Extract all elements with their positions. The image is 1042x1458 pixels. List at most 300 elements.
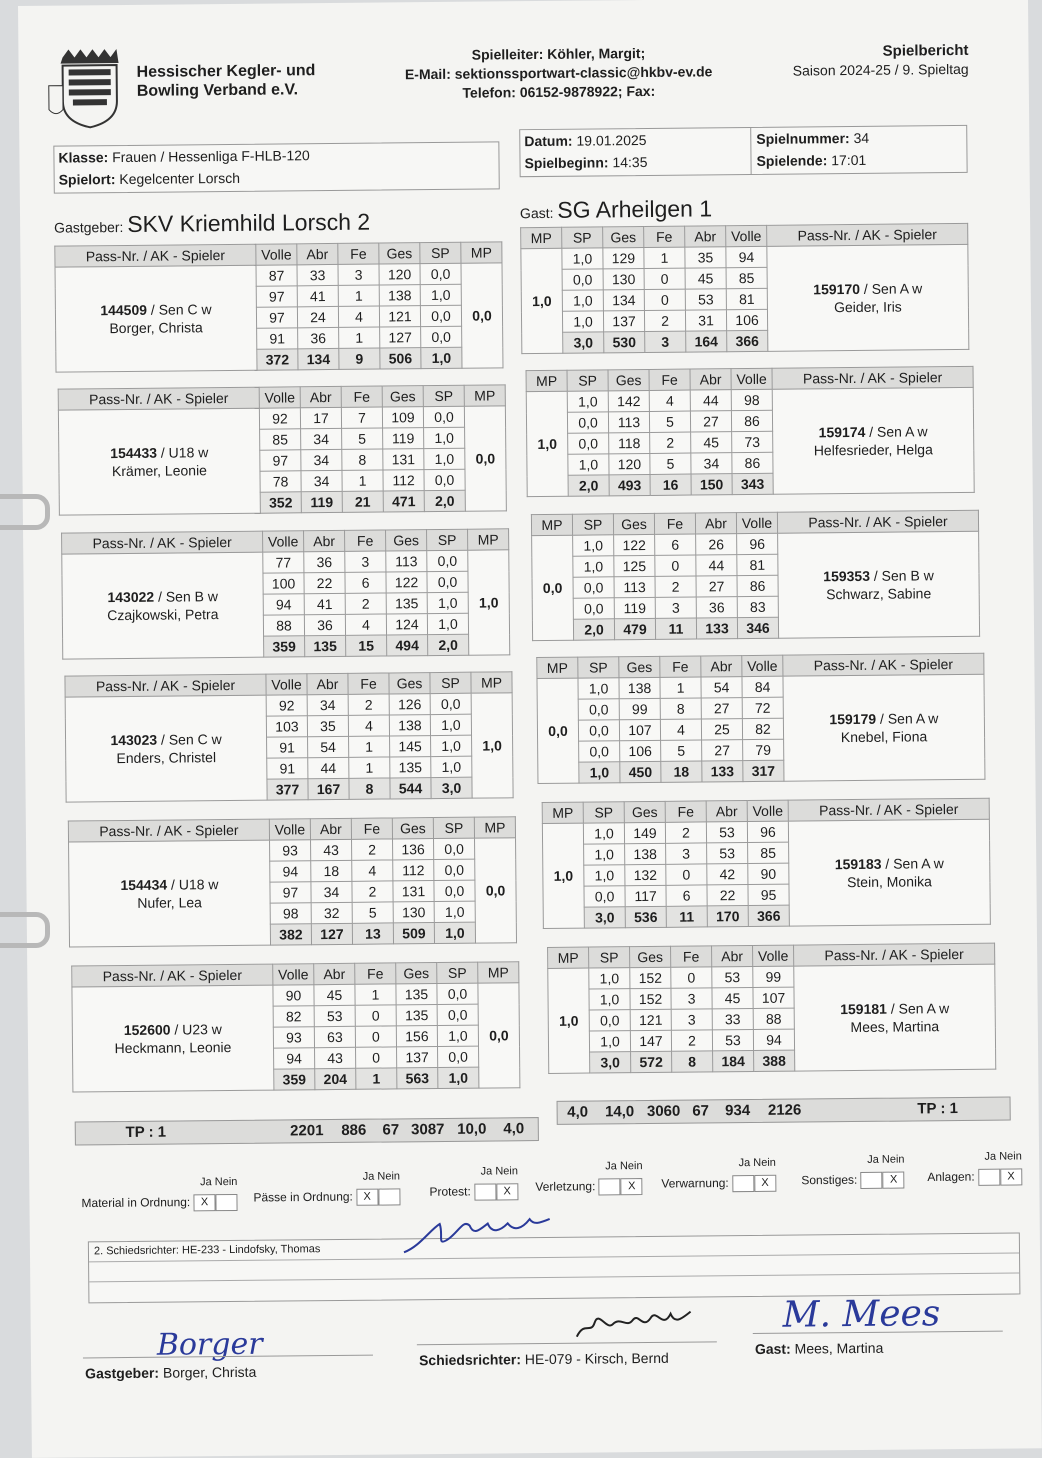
value-cell: 1,0 bbox=[567, 391, 608, 412]
value-cell: 135 bbox=[386, 593, 427, 614]
value-cell: 131 bbox=[393, 881, 434, 902]
value-cell: 54 bbox=[701, 677, 742, 698]
check-label: Anlagen: bbox=[927, 1169, 975, 1184]
value-cell: 36 bbox=[304, 551, 345, 572]
sum-value: 563 bbox=[397, 1068, 438, 1089]
nein-label: Nein bbox=[214, 1175, 238, 1189]
sum-value: 2,0 bbox=[573, 619, 614, 640]
ja-nein-header bbox=[363, 1170, 400, 1182]
value-cell: 1,0 bbox=[589, 968, 630, 989]
value-cell: 0,0 bbox=[420, 263, 461, 284]
guest-team-heading bbox=[520, 195, 712, 224]
value-cell: 4 bbox=[348, 715, 389, 736]
check-item bbox=[927, 1150, 1022, 1186]
match-point-cell: 1,0 bbox=[521, 248, 563, 353]
ja-checkbox[interactable] bbox=[978, 1169, 1000, 1186]
value-cell: 107 bbox=[753, 987, 794, 1008]
ja-nein-header bbox=[605, 1160, 642, 1172]
value-cell: 93 bbox=[270, 840, 311, 861]
column-header: Fe bbox=[649, 369, 690, 390]
home-signature-text: Borger bbox=[156, 1326, 263, 1363]
nein-checkbox[interactable]: X bbox=[754, 1175, 776, 1192]
value-cell: 0,0 bbox=[568, 433, 609, 454]
home-total-fe: 67 bbox=[382, 1121, 400, 1139]
contact-info bbox=[378, 43, 739, 103]
column-header: Abr bbox=[310, 818, 351, 839]
column-header: Pass-Nr. / AK - Spieler bbox=[62, 531, 263, 554]
value-cell: 7 bbox=[341, 407, 382, 428]
home-total-sp: 10,0 bbox=[457, 1120, 487, 1138]
column-header: SP bbox=[427, 529, 468, 550]
value-cell: 0,0 bbox=[438, 1046, 479, 1067]
sum-value: 317 bbox=[743, 760, 784, 781]
value-cell: 0,0 bbox=[578, 720, 619, 741]
pass-number: 154434 bbox=[120, 876, 168, 894]
value-cell: 34 bbox=[307, 694, 348, 715]
value-cell: 97 bbox=[256, 307, 297, 328]
player-cell bbox=[55, 265, 257, 372]
value-cell: 44 bbox=[690, 390, 731, 411]
value-cell: 86 bbox=[737, 575, 778, 596]
column-header: MP bbox=[537, 657, 578, 678]
value-cell: 137 bbox=[603, 311, 644, 332]
sum-value: 2,0 bbox=[568, 475, 609, 496]
ja-checkbox[interactable] bbox=[474, 1183, 496, 1200]
value-cell: 145 bbox=[390, 736, 431, 757]
datum-value: 19.01.2025 bbox=[576, 131, 647, 149]
klasse-label: Klasse: bbox=[58, 149, 109, 166]
column-header: Abr bbox=[300, 386, 341, 407]
sum-value: 150 bbox=[691, 474, 732, 495]
value-cell: 1,0 bbox=[431, 735, 472, 756]
player-cell bbox=[58, 408, 260, 515]
value-cell: 5 bbox=[352, 902, 393, 923]
value-cell: 136 bbox=[393, 839, 434, 860]
ja-checkbox[interactable] bbox=[732, 1175, 754, 1192]
nein-checkbox[interactable]: X bbox=[621, 1178, 643, 1195]
player-name: Borger, Christa bbox=[109, 319, 203, 337]
remarks-line1: 2. Schiedsrichter: HE-233 - Lindofsky, Thomas bbox=[89, 1233, 1019, 1262]
telefon: Telefon: 06152-9878922; Fax: bbox=[462, 82, 656, 101]
value-cell: 0,0 bbox=[434, 880, 475, 901]
spielnummer-label: Spielnummer: bbox=[756, 130, 850, 147]
nein-checkbox[interactable]: X bbox=[883, 1172, 905, 1189]
table-row bbox=[537, 674, 984, 699]
value-cell: 127 bbox=[380, 327, 421, 348]
value-cell: 4 bbox=[660, 719, 701, 740]
email: E-Mail: sektionssportwart-classic@hkbv-ev.de bbox=[404, 63, 713, 83]
column-header: SP bbox=[430, 672, 471, 693]
nein-checkbox[interactable]: X bbox=[1000, 1168, 1022, 1185]
player-name: Enders, Christel bbox=[116, 749, 217, 767]
sum-value: 352 bbox=[260, 492, 301, 513]
ja-checkbox[interactable]: X bbox=[356, 1189, 378, 1206]
value-cell: 1,0 bbox=[568, 454, 609, 475]
value-cell: 26 bbox=[696, 534, 737, 555]
column-header: Pass-Nr. / AK - Spieler bbox=[767, 223, 968, 246]
match-point-cell: 1,0 bbox=[471, 693, 513, 798]
value-cell: 24 bbox=[297, 306, 338, 327]
value-cell: 1 bbox=[342, 470, 383, 491]
player-id-line bbox=[66, 730, 266, 750]
value-cell: 8 bbox=[660, 698, 701, 719]
value-cell: 90 bbox=[748, 863, 789, 884]
column-header: Volle bbox=[273, 964, 314, 985]
pass-number: 143022 bbox=[107, 588, 155, 606]
spielort-value: Kegelcenter Lorsch bbox=[119, 169, 241, 188]
home-player-table bbox=[61, 528, 510, 659]
value-cell: 132 bbox=[625, 864, 666, 885]
ja-nein-header bbox=[200, 1176, 237, 1188]
value-cell: 1 bbox=[349, 757, 390, 778]
sum-value: 506 bbox=[380, 348, 421, 369]
player-id-line bbox=[795, 999, 995, 1019]
player-name: Heckmann, Leonie bbox=[114, 1039, 232, 1057]
column-header: MP bbox=[474, 817, 515, 838]
home-label: Gastgeber: bbox=[54, 218, 124, 236]
value-cell: 0 bbox=[671, 967, 712, 988]
sum-value: 2,0 bbox=[428, 634, 469, 655]
value-cell: 44 bbox=[308, 757, 349, 778]
value-cell: 54 bbox=[308, 736, 349, 757]
column-header: Fe bbox=[338, 243, 379, 264]
column-header: SP bbox=[572, 514, 613, 535]
match-point-cell: 0,0 bbox=[532, 535, 574, 640]
value-cell: 0,0 bbox=[434, 838, 475, 859]
value-cell: 34 bbox=[301, 470, 342, 491]
value-cell: 45 bbox=[691, 432, 732, 453]
value-cell: 34 bbox=[301, 428, 342, 449]
home-total-abr: 886 bbox=[341, 1121, 367, 1139]
column-header: Fe bbox=[671, 946, 712, 967]
column-header: Fe bbox=[660, 656, 701, 677]
pass-number: 159170 bbox=[813, 280, 861, 298]
guest-signer-label: Gast: bbox=[754, 1340, 791, 1357]
column-header: Pass-Nr. / AK - Spieler bbox=[783, 653, 984, 676]
value-cell: 34 bbox=[301, 449, 342, 470]
column-header: Abr bbox=[314, 963, 355, 984]
value-cell: 107 bbox=[619, 719, 660, 740]
value-cell: 1,0 bbox=[437, 1025, 478, 1046]
sum-value: 366 bbox=[748, 905, 789, 926]
value-cell: 119 bbox=[614, 597, 655, 618]
check-label: Verletzung: bbox=[535, 1179, 596, 1194]
sum-value: 1,0 bbox=[434, 922, 475, 943]
ja-checkbox[interactable]: X bbox=[193, 1194, 215, 1211]
player-id-line bbox=[69, 875, 269, 895]
value-cell: 85 bbox=[726, 267, 767, 288]
nein-checkbox[interactable] bbox=[378, 1188, 400, 1205]
sum-value: 184 bbox=[713, 1050, 754, 1071]
column-header: SP bbox=[420, 242, 461, 263]
value-cell: 94 bbox=[263, 594, 304, 615]
guest-signature-text: M. Mees bbox=[782, 1293, 941, 1336]
sum-value: 135 bbox=[305, 635, 346, 656]
value-cell: 152 bbox=[630, 967, 671, 988]
sum-value: 544 bbox=[390, 778, 431, 799]
value-cell: 99 bbox=[753, 966, 794, 987]
column-header: SP bbox=[562, 227, 603, 248]
sum-value: 1,0 bbox=[579, 762, 620, 783]
home-total-mp: 4,0 bbox=[503, 1120, 525, 1138]
sum-value: 479 bbox=[614, 618, 655, 639]
value-cell: 130 bbox=[393, 902, 434, 923]
player-cell bbox=[788, 819, 990, 926]
column-header: Abr bbox=[685, 226, 726, 247]
guest-totals bbox=[557, 1097, 1011, 1125]
guest-total-volle: 2126 bbox=[767, 1101, 802, 1119]
value-cell: 87 bbox=[256, 265, 297, 286]
home-player-table bbox=[71, 961, 520, 1092]
value-cell: 122 bbox=[614, 534, 655, 555]
nein-checkbox[interactable] bbox=[215, 1194, 237, 1211]
guest-signer-name: Mees, Martina bbox=[794, 1339, 884, 1357]
value-cell: 112 bbox=[383, 470, 424, 491]
column-header: Ges bbox=[386, 530, 427, 551]
ja-nein-header bbox=[739, 1157, 776, 1169]
player-cell bbox=[783, 674, 985, 781]
value-cell: 131 bbox=[383, 449, 424, 470]
match-point-cell: 1,0 bbox=[542, 823, 584, 928]
column-header: Volle bbox=[269, 819, 310, 840]
nein-checkbox[interactable]: X bbox=[496, 1183, 518, 1200]
column-header: Fe bbox=[654, 513, 695, 534]
sum-value: 2,0 bbox=[424, 490, 465, 511]
value-cell: 0 bbox=[666, 864, 707, 885]
datum-label: Datum: bbox=[524, 132, 573, 150]
value-cell: 1 bbox=[349, 736, 390, 757]
value-cell: 0,0 bbox=[420, 305, 461, 326]
value-cell: 42 bbox=[707, 864, 748, 885]
value-cell: 0,0 bbox=[423, 406, 464, 427]
player-name: Czajkowski, Petra bbox=[107, 606, 219, 624]
value-cell: 6 bbox=[666, 885, 707, 906]
value-cell: 1,0 bbox=[562, 248, 603, 269]
value-cell: 43 bbox=[315, 1047, 356, 1068]
table-row bbox=[542, 819, 989, 844]
date-time-box bbox=[519, 125, 967, 177]
value-cell: 0,0 bbox=[427, 550, 468, 571]
value-cell: 5 bbox=[649, 411, 690, 432]
value-cell: 4 bbox=[649, 390, 690, 411]
value-cell: 1,0 bbox=[578, 678, 619, 699]
column-header: Volle bbox=[753, 945, 794, 966]
age-class: / Sen C w bbox=[157, 731, 222, 748]
spielbeginn-label: Spielbeginn: bbox=[524, 154, 609, 172]
guest-player-table bbox=[547, 943, 996, 1074]
value-cell: 1,0 bbox=[573, 556, 614, 577]
value-cell: 1,0 bbox=[562, 311, 603, 332]
value-cell: 3 bbox=[345, 551, 386, 572]
sum-value: 8 bbox=[349, 778, 390, 799]
value-cell: 25 bbox=[701, 719, 742, 740]
column-header: Volle bbox=[263, 531, 304, 552]
value-cell: 3 bbox=[338, 264, 379, 285]
column-header: Ges bbox=[613, 513, 654, 534]
season: Saison 2024-25 / 9. Spieltag bbox=[792, 60, 969, 79]
column-header: Fe bbox=[345, 530, 386, 551]
column-header: MP bbox=[478, 962, 519, 983]
value-cell: 113 bbox=[608, 411, 649, 432]
sum-value: 509 bbox=[393, 923, 434, 944]
player-id-line bbox=[56, 300, 256, 320]
column-header: Volle bbox=[747, 800, 788, 821]
value-cell: 97 bbox=[256, 286, 297, 307]
value-cell: 1 bbox=[338, 285, 379, 306]
sum-value: 530 bbox=[604, 331, 645, 352]
sum-value: 133 bbox=[696, 618, 737, 639]
guest-total-abr: 934 bbox=[725, 1102, 751, 1120]
value-cell: 91 bbox=[267, 758, 308, 779]
column-header: Volle bbox=[742, 655, 783, 676]
sum-value: 11 bbox=[655, 618, 696, 639]
value-cell: 88 bbox=[753, 1008, 794, 1029]
value-cell: 149 bbox=[624, 822, 665, 843]
sum-value: 164 bbox=[686, 331, 727, 352]
value-cell: 0,0 bbox=[424, 469, 465, 490]
value-cell: 53 bbox=[712, 966, 753, 987]
sum-value: 471 bbox=[383, 491, 424, 512]
ja-label: Ja bbox=[605, 1160, 617, 1173]
value-cell: 45 bbox=[685, 268, 726, 289]
column-header: Fe bbox=[355, 963, 396, 984]
value-cell: 85 bbox=[260, 429, 301, 450]
column-header: Abr bbox=[690, 369, 731, 390]
sum-value: 343 bbox=[732, 473, 773, 494]
value-cell: 0,0 bbox=[437, 1004, 478, 1025]
value-cell: 1,0 bbox=[584, 844, 625, 865]
age-class: / U23 w bbox=[170, 1021, 222, 1038]
sum-value: 3,0 bbox=[590, 1052, 631, 1073]
value-cell: 135 bbox=[396, 1005, 437, 1026]
guest-signer bbox=[755, 1340, 884, 1357]
sum-value: 134 bbox=[298, 348, 339, 369]
pass-number: 152600 bbox=[123, 1021, 171, 1039]
value-cell: 72 bbox=[742, 697, 783, 718]
value-cell: 119 bbox=[383, 428, 424, 449]
match-point-cell: 1,0 bbox=[526, 391, 568, 496]
player-cell bbox=[794, 964, 996, 1071]
value-cell: 138 bbox=[379, 285, 420, 306]
column-header: Volle bbox=[726, 225, 767, 246]
value-cell: 53 bbox=[314, 1005, 355, 1026]
match-point-cell: 0,0 bbox=[464, 406, 506, 511]
value-cell: 100 bbox=[263, 573, 304, 594]
value-cell: 92 bbox=[266, 695, 307, 716]
value-cell: 90 bbox=[273, 985, 314, 1006]
column-header: MP bbox=[548, 947, 589, 968]
player-id-line bbox=[773, 422, 973, 442]
player-id-line bbox=[789, 854, 989, 874]
value-cell: 1,0 bbox=[431, 756, 472, 777]
check-item bbox=[801, 1153, 905, 1190]
value-cell: 130 bbox=[603, 269, 644, 290]
player-id-line bbox=[784, 709, 984, 729]
player-name: Stein, Monika bbox=[846, 873, 932, 891]
column-header: Abr bbox=[712, 945, 753, 966]
value-cell: 96 bbox=[747, 821, 788, 842]
sum-value: 170 bbox=[707, 906, 748, 927]
value-cell: 147 bbox=[630, 1030, 671, 1051]
guest-total-mp: 4,0 bbox=[567, 1103, 589, 1121]
ja-label: Ja bbox=[984, 1150, 997, 1163]
value-cell: 109 bbox=[382, 407, 423, 428]
sum-value: 16 bbox=[650, 474, 691, 495]
home-player-table bbox=[58, 384, 507, 515]
value-cell: 142 bbox=[608, 390, 649, 411]
sum-value: 3,0 bbox=[563, 332, 604, 353]
value-cell: 0,0 bbox=[430, 693, 471, 714]
player-cell bbox=[69, 840, 271, 947]
player-name: Knebel, Fiona bbox=[840, 728, 928, 746]
sum-value: 8 bbox=[672, 1051, 713, 1072]
value-cell: 0,0 bbox=[567, 412, 608, 433]
ja-label: Ja bbox=[200, 1176, 212, 1189]
home-total-volle: 2201 bbox=[290, 1122, 324, 1140]
value-cell: 36 bbox=[304, 614, 345, 635]
value-cell: 0 bbox=[355, 1026, 396, 1047]
sum-value: 11 bbox=[666, 906, 707, 927]
column-header: Pass-Nr. / AK - Spieler bbox=[794, 943, 995, 966]
player-name: Nufer, Lea bbox=[137, 894, 202, 911]
column-header: Volle bbox=[259, 387, 300, 408]
sum-value: 450 bbox=[620, 761, 661, 782]
value-cell: 129 bbox=[603, 248, 644, 269]
column-header: Abr bbox=[304, 530, 345, 551]
value-cell: 113 bbox=[614, 576, 655, 597]
player-name: Helfesrieder, Helga bbox=[813, 441, 933, 459]
value-cell: 0,0 bbox=[421, 326, 462, 347]
value-cell: 34 bbox=[691, 453, 732, 474]
value-cell: 41 bbox=[304, 593, 345, 614]
check-item bbox=[661, 1156, 776, 1193]
column-header: Pass-Nr. / AK - Spieler bbox=[68, 819, 269, 842]
value-cell: 120 bbox=[379, 264, 420, 285]
column-header: Abr bbox=[701, 656, 742, 677]
sum-value: 536 bbox=[625, 906, 666, 927]
column-header: MP bbox=[542, 802, 583, 823]
match-point-cell: 1,0 bbox=[548, 968, 590, 1073]
sum-value: 15 bbox=[346, 635, 387, 656]
column-header: Pass-Nr. / AK - Spieler bbox=[777, 510, 978, 533]
player-cell bbox=[65, 695, 267, 802]
value-cell: 43 bbox=[311, 839, 352, 860]
value-cell: 3 bbox=[671, 1009, 712, 1030]
nein-label: Nein bbox=[495, 1165, 518, 1178]
value-cell: 96 bbox=[737, 533, 778, 554]
class-venue-box bbox=[53, 141, 499, 193]
value-cell: 1,0 bbox=[573, 535, 614, 556]
value-cell: 113 bbox=[386, 551, 427, 572]
value-cell: 0,0 bbox=[573, 598, 614, 619]
value-cell: 8 bbox=[342, 449, 383, 470]
ja-checkbox[interactable] bbox=[599, 1178, 621, 1195]
column-header: Pass-Nr. / AK - Spieler bbox=[58, 387, 259, 410]
age-class: / Sen A w bbox=[881, 855, 944, 872]
value-cell: 2 bbox=[352, 881, 393, 902]
value-cell: 0,0 bbox=[578, 699, 619, 720]
sum-value: 359 bbox=[274, 1069, 315, 1090]
ja-checkbox[interactable] bbox=[861, 1172, 883, 1189]
ja-nein-header bbox=[984, 1150, 1021, 1162]
value-cell: 103 bbox=[266, 716, 307, 737]
age-class: / Sen A w bbox=[876, 710, 939, 727]
table-row bbox=[548, 964, 995, 989]
value-cell: 94 bbox=[274, 1048, 315, 1069]
value-cell: 93 bbox=[273, 1027, 314, 1048]
value-cell: 1,0 bbox=[583, 823, 624, 844]
value-cell: 124 bbox=[386, 614, 427, 635]
